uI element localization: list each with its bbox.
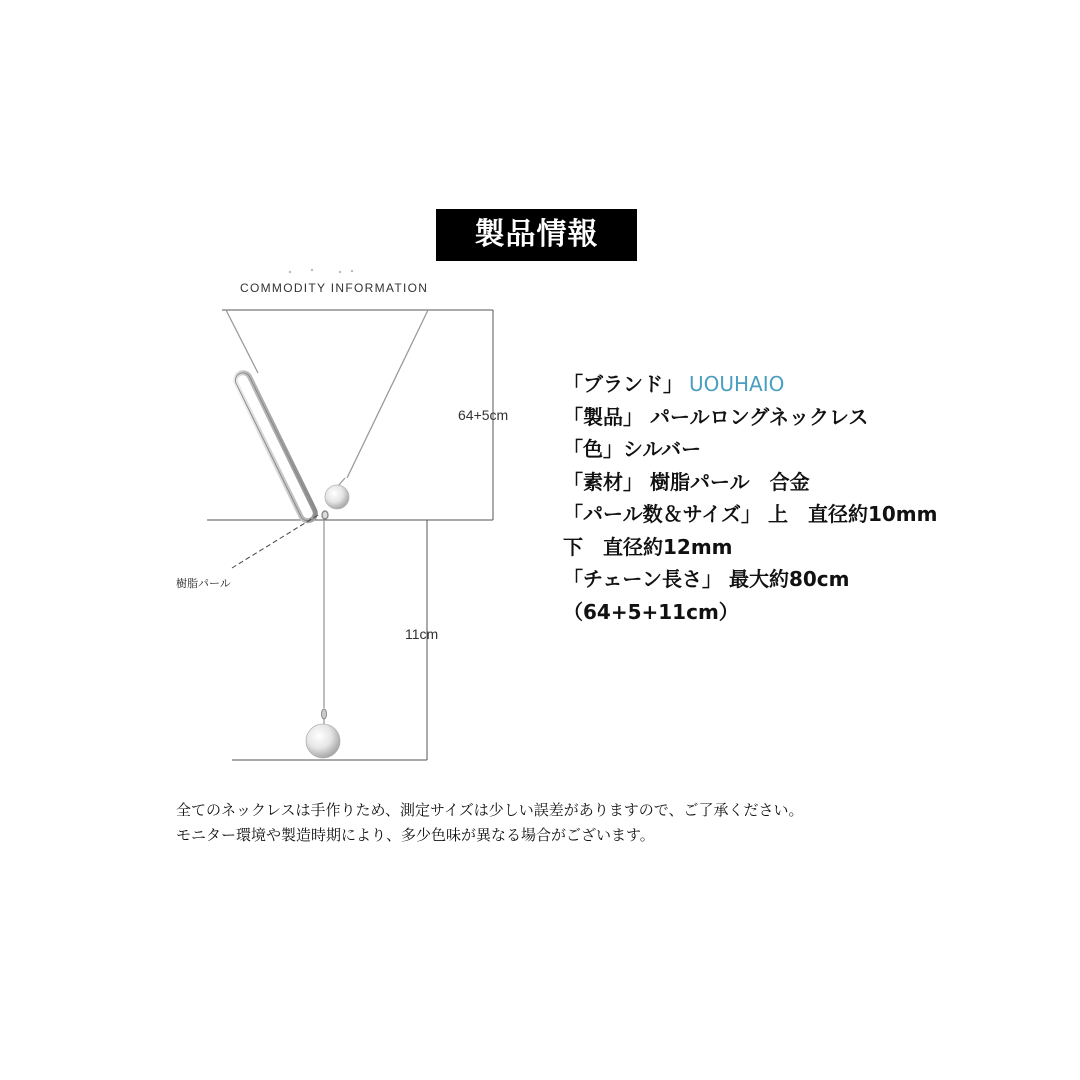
bottom-pearl: [306, 709, 340, 758]
lower-length-label: 11cm: [405, 626, 439, 642]
page-title: 製品情報: [436, 209, 637, 261]
pearl-callout-label: 樹脂パール: [176, 577, 231, 590]
brand-line: [563, 368, 937, 401]
brand-label: 「ブランド」: [563, 372, 683, 396]
decorative-dots: [289, 269, 353, 273]
chain-length-line: 「チェーン長さ」 最大約80cm: [563, 567, 850, 591]
upper-pearl: [325, 478, 349, 509]
note-line-1: 全てのネックレスは手作りため、測定サイズは少しい誤差がありますので、ご了承ください。: [176, 801, 804, 819]
pearl-size-line: 「パール数＆サイズ」 上 直径約10mm: [563, 502, 938, 526]
product-info: [563, 368, 937, 628]
section-subtitle: COMMODITY INFORMATION: [240, 281, 429, 295]
necklace-chain: [226, 310, 428, 708]
pearl-callout-line: [232, 515, 318, 568]
upper-length-label: 64+5cm: [458, 407, 509, 423]
pearl-size-lower-line: 下 直径約12mm: [563, 534, 733, 559]
brand-value: UOUHAIO: [689, 372, 785, 396]
product-line: 「製品」 パールロングネックレス: [563, 404, 869, 429]
oval-bar-pendant: [233, 370, 318, 523]
disclaimer-notes: [176, 798, 803, 848]
connector-clasp: [322, 511, 328, 519]
note-line-2: モニター環境や製造時期により、多少色味が異なる場合がございます。: [176, 826, 655, 844]
color-line: 「色」シルバー: [563, 437, 702, 461]
chain-detail-line: （64+5+11cm）: [563, 599, 739, 624]
material-line: 「素材」 樹脂パール 合金: [563, 469, 810, 494]
